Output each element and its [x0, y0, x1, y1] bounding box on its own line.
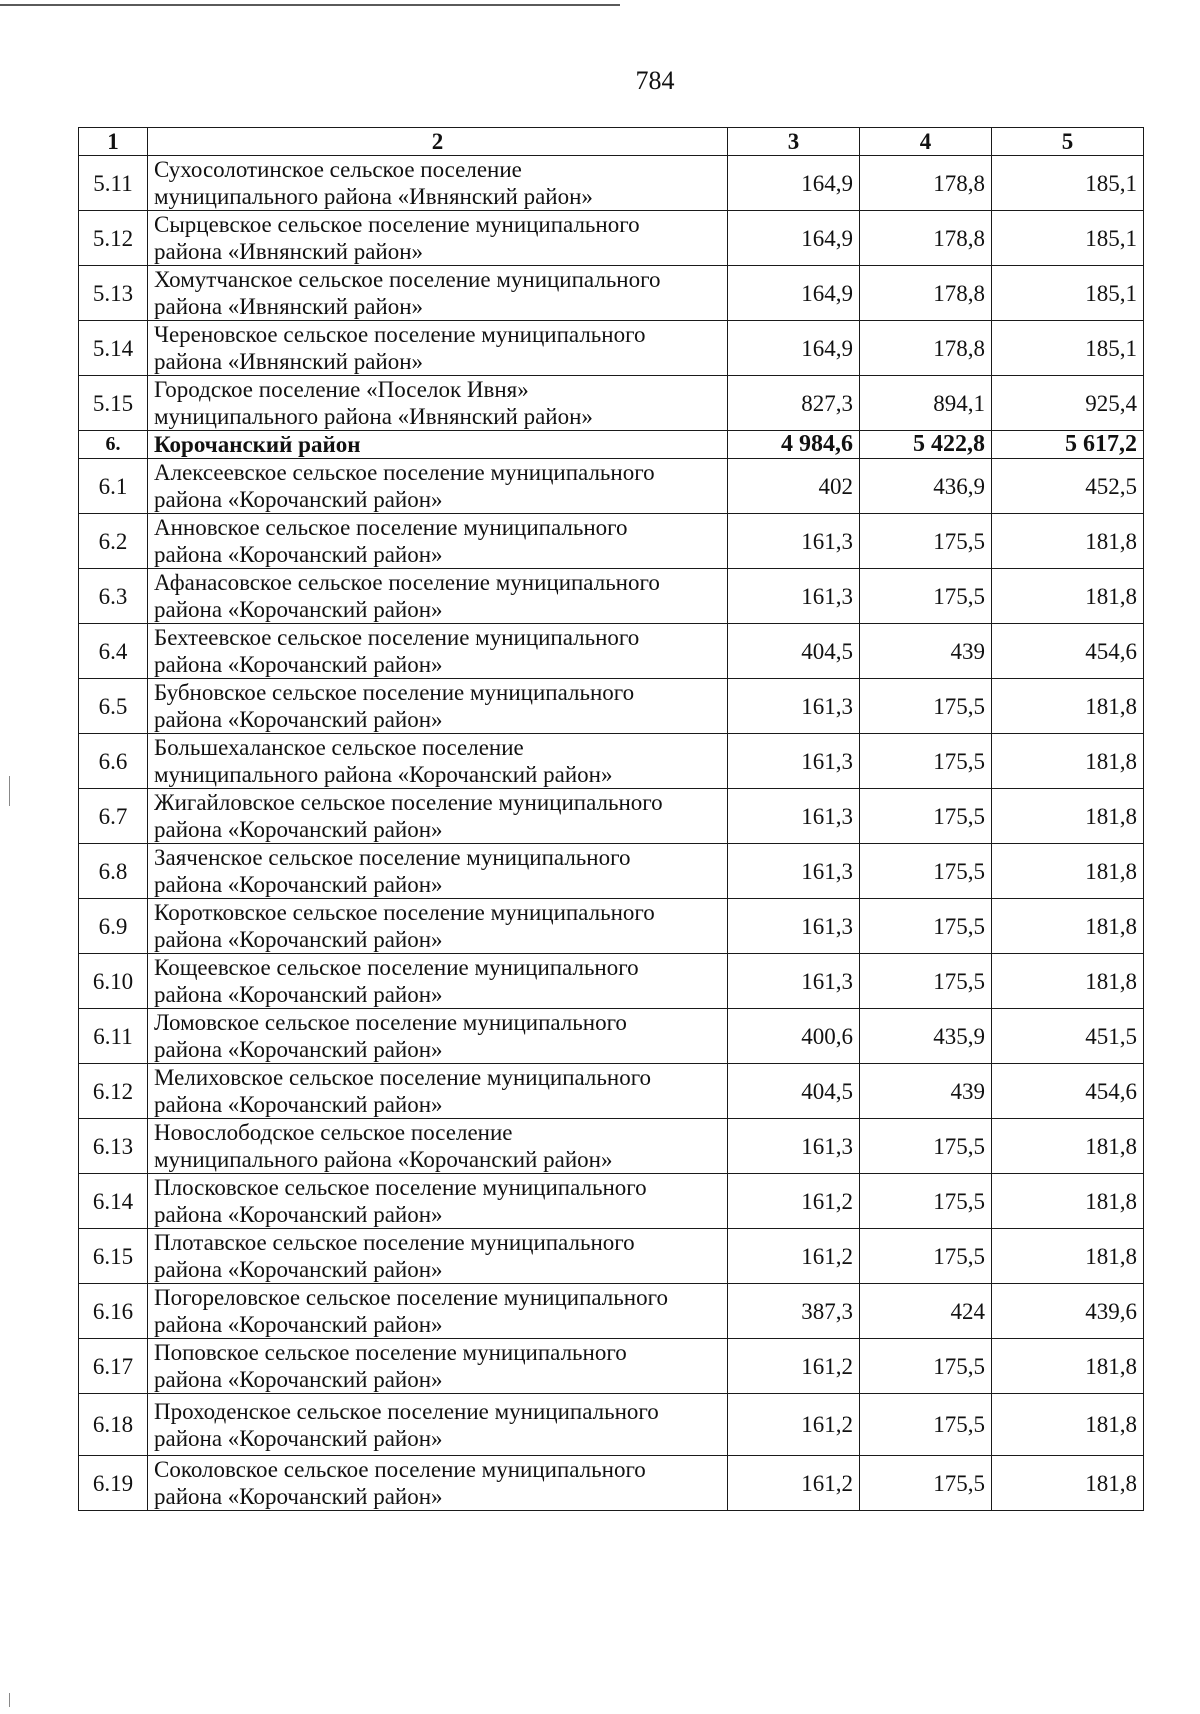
column-header: 1 [79, 128, 148, 156]
row-number: 6.4 [79, 624, 148, 679]
settlement-name-line: Городское поселение «Поселок Ивня» [154, 377, 529, 402]
row-number: 6.9 [79, 899, 148, 954]
settlement-name [148, 844, 728, 899]
value-col-4: 175,5 [860, 1339, 992, 1394]
table-row [79, 734, 1144, 789]
value-col-3: 161,3 [728, 679, 860, 734]
district-name: Корочанский район [148, 431, 728, 459]
settlement-name [148, 1229, 728, 1284]
value-col-3: 164,9 [728, 211, 860, 266]
value-col-5: 439,6 [992, 1284, 1144, 1339]
settlement-name-line: Афанасовское сельское поселение муниципального [154, 570, 660, 595]
settlement-name-line: района «Корочанский район» [154, 1092, 443, 1117]
row-number: 6.1 [79, 459, 148, 514]
value-col-3: 161,3 [728, 734, 860, 789]
settlement-name [148, 1339, 728, 1394]
value-col-3: 400,6 [728, 1009, 860, 1064]
value-col-3: 402 [728, 459, 860, 514]
table-row [79, 156, 1144, 211]
settlement-name-line: района «Корочанский район» [154, 817, 443, 842]
scan-edge-mark [9, 776, 10, 806]
settlement-name [148, 459, 728, 514]
value-col-3: 161,3 [728, 844, 860, 899]
settlement-name-line: Новослободское сельское поселение [154, 1120, 513, 1145]
settlement-name-line: района «Корочанский район» [154, 1202, 443, 1227]
value-col-4: 175,5 [860, 1229, 992, 1284]
settlement-name-line: Кощеевское сельское поселение муниципального [154, 955, 639, 980]
row-number: 6.3 [79, 569, 148, 624]
table-row [79, 1394, 1144, 1456]
value-col-3: 827,3 [728, 376, 860, 431]
row-number: 6. [79, 431, 148, 459]
value-col-4: 435,9 [860, 1009, 992, 1064]
row-number: 6.12 [79, 1064, 148, 1119]
value-col-5: 185,1 [992, 211, 1144, 266]
value-col-4: 175,5 [860, 844, 992, 899]
scan-edge-mark [9, 1693, 10, 1707]
settlement-name-line: района «Корочанский район» [154, 872, 443, 897]
table-row [79, 514, 1144, 569]
settlement-name-line: района «Корочанский район» [154, 652, 443, 677]
row-number: 6.15 [79, 1229, 148, 1284]
table-row [79, 789, 1144, 844]
settlement-name-line: Мелиховское сельское поселение муниципального [154, 1065, 652, 1090]
value-col-5: 181,8 [992, 844, 1144, 899]
value-col-3: 161,3 [728, 899, 860, 954]
value-col-5: 185,1 [992, 321, 1144, 376]
value-col-5: 181,8 [992, 1394, 1144, 1456]
settlement-name-line: района «Корочанский район» [154, 542, 443, 567]
value-col-3: 161,3 [728, 789, 860, 844]
settlement-name-line: Большехаланское сельское поселение [154, 735, 524, 760]
settlement-name-line: Хомутчанское сельское поселение муниципального [154, 267, 661, 292]
value-col-4: 5 422,8 [860, 431, 992, 459]
value-col-4: 175,5 [860, 734, 992, 789]
settlement-name [148, 376, 728, 431]
row-number: 6.7 [79, 789, 148, 844]
table-row [79, 899, 1144, 954]
table-body [79, 156, 1144, 1511]
settlement-name-line: муниципального района «Ивнянский район» [154, 184, 593, 209]
settlement-name-line: Проходенское сельское поселение муниципального [154, 1398, 659, 1424]
table-row [79, 459, 1144, 514]
settlement-name-line: Ломовское сельское поселение муниципального [154, 1010, 627, 1035]
column-header: 2 [148, 128, 728, 156]
settlement-name-line: Соколовское сельское поселение муниципального [154, 1457, 646, 1482]
table-row [79, 1456, 1144, 1511]
settlement-name-line: района «Корочанский район» [154, 1037, 443, 1062]
value-col-4: 175,5 [860, 899, 992, 954]
row-number: 6.5 [79, 679, 148, 734]
value-col-5: 181,8 [992, 1229, 1144, 1284]
settlement-name-line: Сырцевское сельское поселение муниципального [154, 212, 640, 237]
value-col-4: 175,5 [860, 514, 992, 569]
table-row [79, 1009, 1144, 1064]
settlement-name-line: Плотавское сельское поселение муниципального [154, 1230, 635, 1255]
table-row [79, 1229, 1144, 1284]
settlement-name [148, 679, 728, 734]
value-col-5: 181,8 [992, 569, 1144, 624]
settlement-name [148, 1456, 728, 1511]
value-col-4: 175,5 [860, 1394, 992, 1456]
settlement-name-line: Жигайловское сельское поселение муниципального [154, 790, 663, 815]
settlement-name-line: Сухосолотинское сельское поселение [154, 157, 522, 182]
value-col-5: 5 617,2 [992, 431, 1144, 459]
row-number: 6.14 [79, 1174, 148, 1229]
settlement-name [148, 1119, 728, 1174]
settlement-name-line: Коротковское сельское поселение муниципального [154, 900, 655, 925]
value-col-5: 185,1 [992, 266, 1144, 321]
settlement-name-line: района «Ивнянский район» [154, 294, 424, 319]
table-row [79, 211, 1144, 266]
value-col-3: 161,2 [728, 1174, 860, 1229]
value-col-4: 894,1 [860, 376, 992, 431]
value-col-4: 175,5 [860, 679, 992, 734]
settlement-name-line: Алексеевское сельское поселение муниципального [154, 460, 655, 485]
column-header: 3 [728, 128, 860, 156]
settlement-name-line: Бубновское сельское поселение муниципального [154, 680, 635, 705]
settlement-name-line: Погореловское сельское поселение муниципального [154, 1285, 668, 1310]
column-header: 4 [860, 128, 992, 156]
row-number: 5.12 [79, 211, 148, 266]
settlement-name [148, 1174, 728, 1229]
value-col-3: 164,9 [728, 266, 860, 321]
value-col-5: 181,8 [992, 954, 1144, 1009]
settlement-name [148, 321, 728, 376]
value-col-5: 452,5 [992, 459, 1144, 514]
value-col-5: 181,8 [992, 734, 1144, 789]
settlement-name-line: муниципального района «Корочанский район» [154, 762, 613, 787]
value-col-4: 178,8 [860, 321, 992, 376]
row-number: 5.14 [79, 321, 148, 376]
value-col-3: 161,3 [728, 1119, 860, 1174]
column-header: 5 [992, 128, 1144, 156]
value-col-3: 161,2 [728, 1456, 860, 1511]
table-row [79, 844, 1144, 899]
settlement-name-line: района «Корочанский район» [154, 982, 443, 1007]
settlement-name-line: Анновское сельское поселение муниципального [154, 515, 628, 540]
settlement-name-line: муниципального района «Ивнянский район» [154, 404, 593, 429]
table-row [79, 1174, 1144, 1229]
value-col-3: 404,5 [728, 1064, 860, 1119]
value-col-5: 454,6 [992, 624, 1144, 679]
table-row [79, 1119, 1144, 1174]
row-number: 6.8 [79, 844, 148, 899]
value-col-5: 181,8 [992, 679, 1144, 734]
settlement-name [148, 1284, 728, 1339]
value-col-4: 424 [860, 1284, 992, 1339]
settlement-name [148, 1064, 728, 1119]
table-row [79, 569, 1144, 624]
table-row [79, 624, 1144, 679]
settlement-name-line: Плосковское сельское поселение муниципального [154, 1175, 647, 1200]
value-col-3: 404,5 [728, 624, 860, 679]
value-col-3: 161,2 [728, 1339, 860, 1394]
settlement-name-line: района «Корочанский район» [154, 1312, 443, 1337]
district-total-row [79, 431, 1144, 459]
table-header-row [79, 128, 1144, 156]
table-row [79, 266, 1144, 321]
table-row [79, 1284, 1144, 1339]
settlement-name-line: района «Ивнянский район» [154, 239, 424, 264]
value-col-5: 451,5 [992, 1009, 1144, 1064]
settlement-name [148, 624, 728, 679]
settlement-name [148, 1009, 728, 1064]
scan-edge-line [0, 4, 620, 6]
settlement-name [148, 789, 728, 844]
table-row [79, 321, 1144, 376]
value-col-5: 454,6 [992, 1064, 1144, 1119]
row-number: 6.19 [79, 1456, 148, 1511]
settlement-name [148, 211, 728, 266]
value-col-3: 387,3 [728, 1284, 860, 1339]
value-col-5: 181,8 [992, 899, 1144, 954]
row-number: 6.18 [79, 1394, 148, 1456]
value-col-3: 161,3 [728, 569, 860, 624]
row-number: 6.6 [79, 734, 148, 789]
settlement-name-line: района «Корочанский район» [154, 927, 443, 952]
row-number: 5.15 [79, 376, 148, 431]
settlement-name-line: района «Корочанский район» [154, 1484, 443, 1509]
table-row [79, 954, 1144, 1009]
row-number: 6.17 [79, 1339, 148, 1394]
row-number: 6.11 [79, 1009, 148, 1064]
value-col-3: 161,2 [728, 1394, 860, 1456]
value-col-3: 164,9 [728, 321, 860, 376]
page-number: 784 [635, 66, 675, 95]
value-col-3: 161,2 [728, 1229, 860, 1284]
settlement-name-line: района «Корочанский район» [154, 1257, 443, 1282]
table-row [79, 1339, 1144, 1394]
table-row [79, 679, 1144, 734]
value-col-5: 181,8 [992, 1119, 1144, 1174]
row-number: 5.13 [79, 266, 148, 321]
value-col-5: 181,8 [992, 1456, 1144, 1511]
value-col-3: 164,9 [728, 156, 860, 211]
row-number: 6.16 [79, 1284, 148, 1339]
row-number: 6.2 [79, 514, 148, 569]
value-col-4: 178,8 [860, 211, 992, 266]
value-col-5: 181,8 [992, 789, 1144, 844]
value-col-3: 161,3 [728, 514, 860, 569]
row-number: 6.13 [79, 1119, 148, 1174]
settlement-name [148, 734, 728, 789]
value-col-4: 439 [860, 624, 992, 679]
value-col-5: 181,8 [992, 1174, 1144, 1229]
settlement-name-line: района «Корочанский район» [154, 487, 443, 512]
settlement-name-line: Череновское сельское поселение муниципального [154, 322, 646, 347]
value-col-3: 161,3 [728, 954, 860, 1009]
settlement-name-line: Поповское сельское поселение муниципального [154, 1340, 627, 1365]
row-number: 6.10 [79, 954, 148, 1009]
value-col-4: 175,5 [860, 789, 992, 844]
value-col-4: 436,9 [860, 459, 992, 514]
table-row [79, 376, 1144, 431]
value-col-4: 178,8 [860, 156, 992, 211]
settlement-name-line: района «Корочанский район» [154, 1367, 443, 1392]
value-col-4: 175,5 [860, 569, 992, 624]
settlement-name [148, 899, 728, 954]
value-col-5: 181,8 [992, 514, 1144, 569]
settlement-name [148, 569, 728, 624]
value-col-5: 185,1 [992, 156, 1144, 211]
settlement-name-line: Бехтеевское сельское поселение муниципального [154, 625, 640, 650]
value-col-4: 175,5 [860, 1456, 992, 1511]
value-col-5: 925,4 [992, 376, 1144, 431]
row-number: 5.11 [79, 156, 148, 211]
value-col-4: 178,8 [860, 266, 992, 321]
settlement-name-line: Заяченское сельское поселение муниципального [154, 845, 631, 870]
value-col-5: 181,8 [992, 1339, 1144, 1394]
settlement-name [148, 514, 728, 569]
value-col-4: 175,5 [860, 954, 992, 1009]
value-col-4: 175,5 [860, 1119, 992, 1174]
value-col-3: 4 984,6 [728, 431, 860, 459]
settlement-name-line: муниципального района «Корочанский район» [154, 1147, 613, 1172]
settlement-name [148, 954, 728, 1009]
settlement-name-line: района «Корочанский район» [154, 1425, 443, 1451]
settlement-name [148, 156, 728, 211]
settlement-name-line: района «Корочанский район» [154, 707, 443, 732]
settlement-name-line: района «Корочанский район» [154, 597, 443, 622]
value-col-4: 175,5 [860, 1174, 992, 1229]
settlement-name [148, 1394, 728, 1456]
table-row [79, 1064, 1144, 1119]
value-col-4: 439 [860, 1064, 992, 1119]
settlement-name-line: района «Ивнянский район» [154, 349, 424, 374]
settlement-name [148, 266, 728, 321]
settlements-table [78, 127, 1144, 1511]
